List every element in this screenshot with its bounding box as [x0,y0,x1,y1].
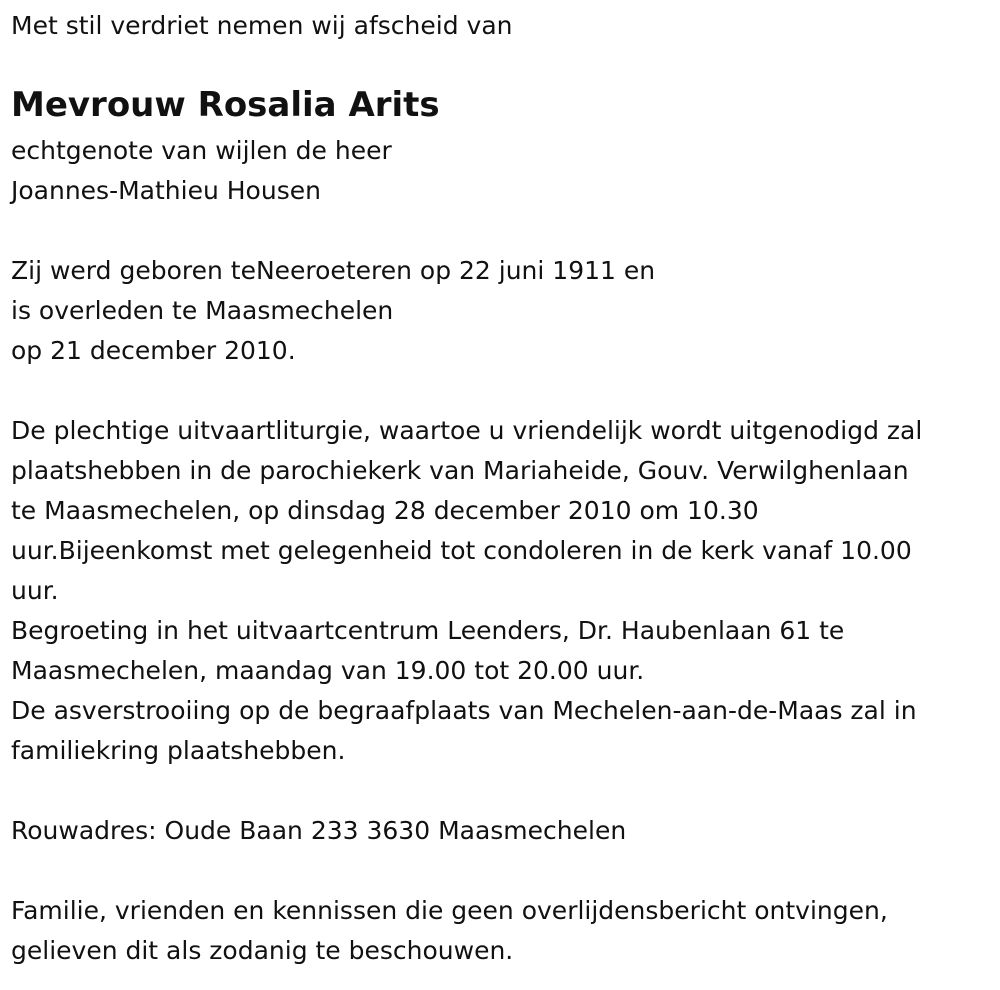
birth-line: Zij werd geboren teNeeroeteren op 22 juni 1911 en [11,256,656,285]
spacer [11,771,996,811]
obituary-notice [11,6,996,971]
service-line: De asverstrooiing op de begraafplaats van Mechelen-aan-de-Maas zal in [11,696,917,725]
service-line: familiekring plaatshebben. [11,736,346,765]
intro-text: Met stil verdriet nemen wij afscheid van [11,11,513,40]
death-date-line: op 21 december 2010. [11,336,296,365]
service-line: uur. [11,576,59,605]
service-line: te Maasmechelen, op dinsdag 28 december 2010 om 10.30 [11,496,759,525]
relation-line: echtgenote van wijlen de heer [11,136,392,165]
spacer [11,211,996,251]
service-line: De plechtige uitvaartliturgie, waartoe u vriendelijk wordt uitgenodigd zal [11,416,923,445]
closing-line: gelieven dit als zodanig te beschouwen. [11,936,514,965]
service-line: Maasmechelen, maandag van 19.00 tot 20.00 uur. [11,656,645,685]
closing-line: Familie, vrienden en kennissen die geen overlijdensbericht ontvingen, [11,896,888,925]
service-line: plaatshebben in de parochiekerk van Mariaheide, Gouv. Verwilghenlaan [11,456,909,485]
spacer [11,371,996,411]
deceased-name: Mevrouw Rosalia Arits [11,85,440,125]
spacer [11,851,996,891]
service-line: Begroeting in het uitvaartcentrum Leenders, Dr. Haubenlaan 61 te [11,616,845,645]
spouse-name: Joannes-Mathieu Housen [11,176,321,205]
death-place-line: is overleden te Maasmechelen [11,296,394,325]
mourning-address: Rouwadres: Oude Baan 233 3630 Maasmechelen [11,816,627,845]
service-line: uur.Bijeenkomst met gelegenheid tot condoleren in de kerk vanaf 10.00 [11,536,912,565]
